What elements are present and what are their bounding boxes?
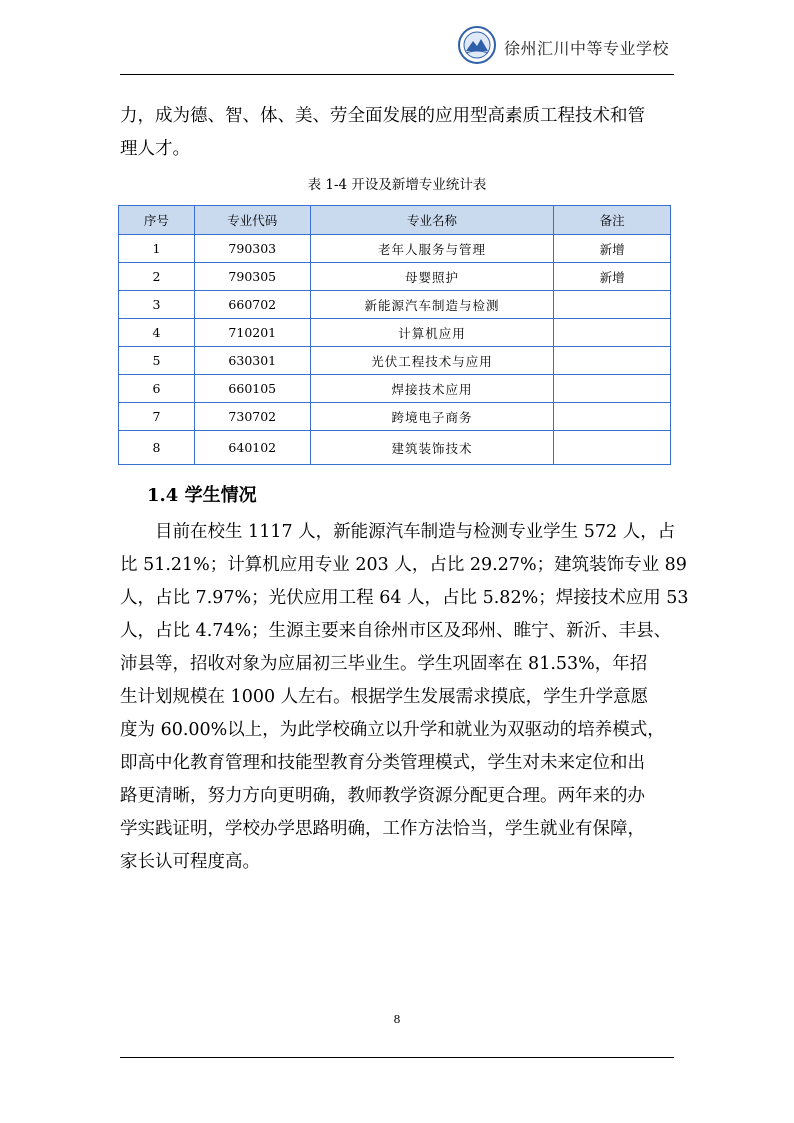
cell-name: 跨境电子商务 (310, 403, 554, 431)
section-heading: 1.4 学生情况 (147, 485, 257, 506)
header-name: 专业名称 (310, 206, 554, 235)
cell-code: 710201 (194, 319, 310, 347)
paragraph-line: 目前在校生 1117 人，新能源汽车制造与检测专业学生 572 人，占 (155, 522, 676, 542)
paragraph-line: 家长认可程度高。 (120, 852, 260, 872)
cell-name: 光伏工程技术与应用 (310, 347, 554, 375)
cell-no: 4 (119, 319, 195, 347)
table-row (119, 263, 671, 291)
cell-no: 2 (119, 263, 195, 291)
intro-line: 理人才。 (120, 139, 190, 159)
cell-no: 1 (119, 235, 195, 263)
cell-code: 640102 (194, 431, 310, 465)
header-note: 备注 (554, 206, 671, 235)
cell-name: 老年人服务与管理 (310, 235, 554, 263)
paragraph-line: 即高中化教育管理和技能型教育分类管理模式，学生对未来定位和出 (120, 753, 645, 773)
paragraph-line: 人，占比 4.74%；生源主要来自徐州市区及邳州、睢宁、新沂、丰县、 (120, 621, 672, 641)
paragraph-line: 学实践证明，学校办学思路明确，工作方法恰当，学生就业有保障， (120, 819, 645, 839)
paragraph-line: 比 51.21%；计算机应用专业 203 人，占比 29.27%；建筑装饰专业 89 (120, 555, 687, 575)
cell-note (554, 431, 671, 465)
page-header (120, 22, 674, 75)
cell-note (554, 319, 671, 347)
cell-name: 建筑装饰技术 (310, 431, 554, 465)
page-number: 8 (393, 1013, 401, 1026)
cell-no: 3 (119, 291, 195, 319)
table-row (119, 291, 671, 319)
paragraph-line: 沛县等，招收对象为应届初三毕业生。学生巩固率在 81.53%，年招 (120, 654, 648, 674)
cell-no: 7 (119, 403, 195, 431)
cell-name: 新能源汽车制造与检测 (310, 291, 554, 319)
cell-name: 焊接技术应用 (310, 375, 554, 403)
school-name: 徐州汇川中等专业学校 (504, 39, 670, 58)
paragraph-line: 人，占比 7.97%；光伏应用工程 64 人，占比 5.82%；焊接技术应用 53 (120, 588, 689, 608)
table-row (119, 403, 671, 431)
cell-code: 630301 (194, 347, 310, 375)
cell-no: 6 (119, 375, 195, 403)
table-header-row (119, 206, 671, 235)
paragraph-line: 度为 60.00%以上，为此学校确立以升学和就业为双驱动的培养模式， (120, 720, 665, 740)
header-code: 专业代码 (194, 206, 310, 235)
student-paragraph (120, 516, 689, 879)
cell-code: 730702 (194, 403, 310, 431)
cell-name: 母婴照护 (310, 263, 554, 291)
cell-code: 790303 (194, 235, 310, 263)
school-emblem-icon (458, 26, 496, 64)
cell-name: 计算机应用 (310, 319, 554, 347)
table-row (119, 235, 671, 263)
cell-note (554, 403, 671, 431)
major-statistics-table (118, 205, 671, 465)
table-row (119, 347, 671, 375)
footer-divider (120, 1057, 674, 1058)
cell-no: 5 (119, 347, 195, 375)
cell-no: 8 (119, 431, 195, 465)
table-row (119, 431, 671, 465)
cell-note: 新增 (554, 235, 671, 263)
cell-code: 660105 (194, 375, 310, 403)
cell-code: 790305 (194, 263, 310, 291)
cell-note (554, 291, 671, 319)
paragraph-line: 路更清晰，努力方向更明确，教师教学资源分配更合理。两年来的办 (120, 786, 645, 806)
intro-paragraph (120, 100, 676, 166)
cell-code: 660702 (194, 291, 310, 319)
header-no: 序号 (119, 206, 195, 235)
table-caption: 表 1-4 开设及新增专业统计表 (307, 177, 487, 193)
cell-note: 新增 (554, 263, 671, 291)
paragraph-line: 生计划规模在 1000 人左右。根据学生发展需求摸底，学生升学意愿 (120, 687, 649, 707)
table-row (119, 319, 671, 347)
table-row (119, 375, 671, 403)
intro-line: 力，成为德、智、体、美、劳全面发展的应用型高素质工程技术和管 (120, 106, 645, 126)
cell-note (554, 347, 671, 375)
cell-note (554, 375, 671, 403)
